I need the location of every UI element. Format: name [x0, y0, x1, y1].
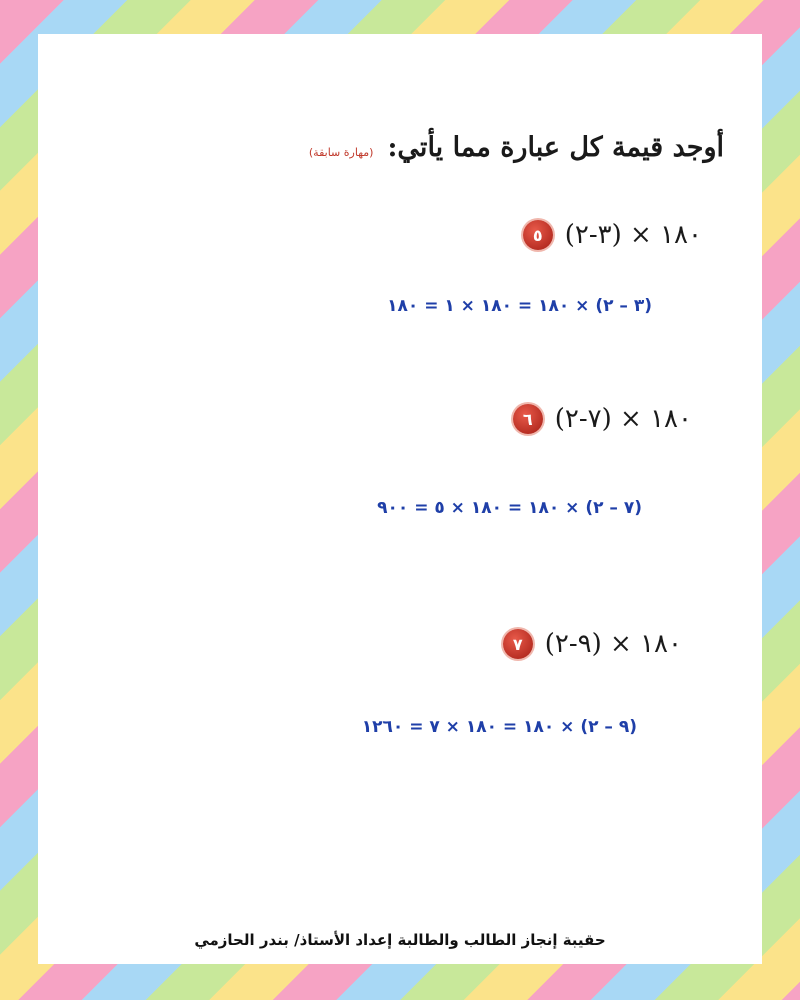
exercise-expression: (٧-٢) × ١٨٠ [554, 404, 692, 434]
exercise-number-badge: ٥ [523, 220, 553, 250]
exercise-answer: (٧ – ٢) × ١٨٠ = ١٨٠ × ٥ = ٩٠٠ [377, 498, 642, 518]
exercise-expression: (٩-٢) × ١٨٠ [544, 629, 682, 659]
footer-credit: حقيبة إنجاز الطالب والطالبة إعداد الأستاذ/ بندر الحازمي [194, 931, 606, 949]
exercise-answer: (٩ – ٢) × ١٨٠ = ١٨٠ × ٧ = ١٢٦٠ [361, 717, 637, 737]
exercise-expression: (٣-٢) × ١٨٠ [564, 220, 702, 250]
exercise-answer: (٣ – ٢) × ١٨٠ = ١٨٠ × ١ = ١٨٠ [387, 296, 652, 316]
skill-tag: (مهارة سابقة) [308, 146, 374, 159]
worksheet-heading [309, 132, 724, 163]
exercise-7 [503, 629, 682, 659]
heading-title: أوجد قيمة كل عبارة مما يأتي: [387, 132, 724, 163]
exercise-number-badge: ٧ [503, 629, 533, 659]
exercise-number-badge: ٦ [513, 404, 543, 434]
worksheet-page [38, 34, 762, 964]
exercise-6 [513, 404, 692, 434]
exercise-5 [523, 220, 702, 250]
